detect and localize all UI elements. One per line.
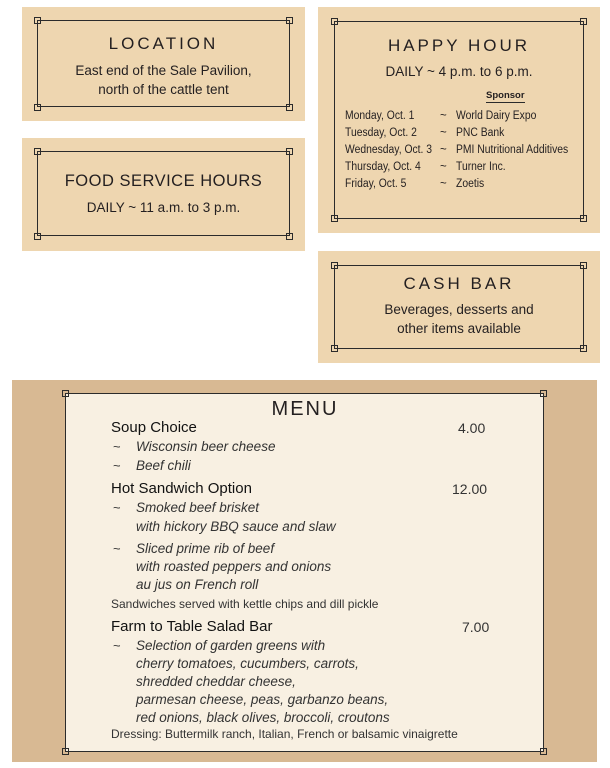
happy-hour-sponsor: World Dairy Expo <box>456 110 537 122</box>
location-line-2: north of the cattle tent <box>98 82 229 97</box>
frame-corner <box>331 18 338 25</box>
cash-bar-line-2: other items available <box>397 321 521 336</box>
frame-corner <box>540 748 547 755</box>
salad-description-line: red onions, black olives, broccoli, croutons <box>136 710 390 725</box>
sandwich-item-line: with hickory BBQ sauce and slaw <box>136 519 336 534</box>
happy-hour-day: Thursday, Oct. 4 <box>345 161 421 173</box>
soup-heading: Soup Choice <box>111 419 197 436</box>
tilde-bullet: ~ <box>113 458 121 473</box>
happy-hour-title: HAPPY HOUR <box>387 36 531 55</box>
cash-bar-line-1: Beverages, desserts and <box>384 302 534 317</box>
sandwich-note: Sandwiches served with kettle chips and dill pickle <box>111 597 379 611</box>
frame-corner <box>580 18 587 25</box>
tilde-separator: ~ <box>440 178 447 190</box>
happy-hour-sponsor: Zoetis <box>456 178 485 190</box>
happy-hour-day: Wednesday, Oct. 3 <box>345 144 433 156</box>
happy-hour-row <box>345 159 585 176</box>
happy-hour-day: Friday, Oct. 5 <box>345 178 407 190</box>
happy-hour-hours: DAILY ~ 4 p.m. to 6 p.m. <box>385 64 533 79</box>
sponsor-label: Sponsor <box>486 90 525 101</box>
soup-price: 4.00 <box>458 420 486 436</box>
salad-price: 7.00 <box>462 619 490 635</box>
frame-corner <box>34 233 41 240</box>
sandwich-price: 12.00 <box>452 481 488 497</box>
happy-hour-row <box>345 142 585 159</box>
menu-title: MENU <box>271 398 339 420</box>
frame-corner <box>286 17 293 24</box>
tilde-separator: ~ <box>440 161 447 173</box>
frame-corner <box>331 345 338 352</box>
happy-hour-sponsor: PMI Nutritional Additives <box>456 144 569 156</box>
happy-hour-row <box>345 125 585 142</box>
salad-description-line: parmesan cheese, peas, garbanzo beans, <box>136 692 389 707</box>
tilde-bullet: ~ <box>113 541 121 556</box>
tilde-separator: ~ <box>440 144 447 156</box>
happy-hour-row <box>345 108 585 125</box>
tilde-bullet: ~ <box>113 638 121 653</box>
frame-corner <box>540 390 547 397</box>
cash-bar-title: CASH BAR <box>403 274 515 293</box>
frame-corner <box>580 345 587 352</box>
salad-description-line: cherry tomatoes, cucumbers, carrots, <box>136 656 359 671</box>
tilde-separator: ~ <box>440 127 447 139</box>
salad-heading: Farm to Table Salad Bar <box>111 618 273 635</box>
happy-hour-row <box>345 176 585 193</box>
frame-corner <box>580 262 587 269</box>
tilde-separator: ~ <box>440 110 447 122</box>
sandwich-item-line: Sliced prime rib of beef <box>136 541 275 556</box>
frame-corner <box>331 262 338 269</box>
soup-item: Wisconsin beer cheese <box>136 439 276 454</box>
frame-corner <box>34 104 41 111</box>
frame-corner <box>34 148 41 155</box>
sandwich-heading: Hot Sandwich Option <box>111 480 252 497</box>
happy-hour-sponsor: Turner Inc. <box>456 161 506 173</box>
location-title: LOCATION <box>108 34 219 53</box>
tilde-bullet: ~ <box>113 439 121 454</box>
frame-corner <box>286 104 293 111</box>
location-card <box>22 7 305 121</box>
food-service-card <box>22 138 305 251</box>
frame-corner <box>580 215 587 222</box>
sandwich-item-line: with roasted peppers and onions <box>136 559 332 574</box>
happy-hour-sponsor: PNC Bank <box>456 127 505 139</box>
salad-description-line: shredded cheddar cheese, <box>136 674 296 689</box>
salad-description-line: Selection of garden greens with <box>136 638 326 653</box>
soup-item: Beef chili <box>136 458 191 473</box>
frame-corner <box>286 148 293 155</box>
food-service-frame <box>37 151 290 236</box>
frame-corner <box>331 215 338 222</box>
tilde-bullet: ~ <box>113 500 121 515</box>
frame-corner <box>62 748 69 755</box>
salad-dressing: Dressing: Buttermilk ranch, Italian, French or balsamic vinaigrette <box>111 727 458 741</box>
happy-hour-day: Tuesday, Oct. 2 <box>345 127 417 139</box>
frame-corner <box>286 233 293 240</box>
location-line-1: East end of the Sale Pavilion, <box>75 63 252 78</box>
sandwich-item-line: Smoked beef brisket <box>136 500 260 515</box>
food-service-hours: DAILY ~ 11 a.m. to 3 p.m. <box>86 200 241 215</box>
sandwich-item-line: au jus on French roll <box>136 577 259 592</box>
happy-hour-day: Monday, Oct. 1 <box>345 110 415 122</box>
cash-bar-card <box>318 251 600 363</box>
frame-corner <box>62 390 69 397</box>
food-service-title: FOOD SERVICE HOURS <box>64 172 263 190</box>
frame-corner <box>34 17 41 24</box>
